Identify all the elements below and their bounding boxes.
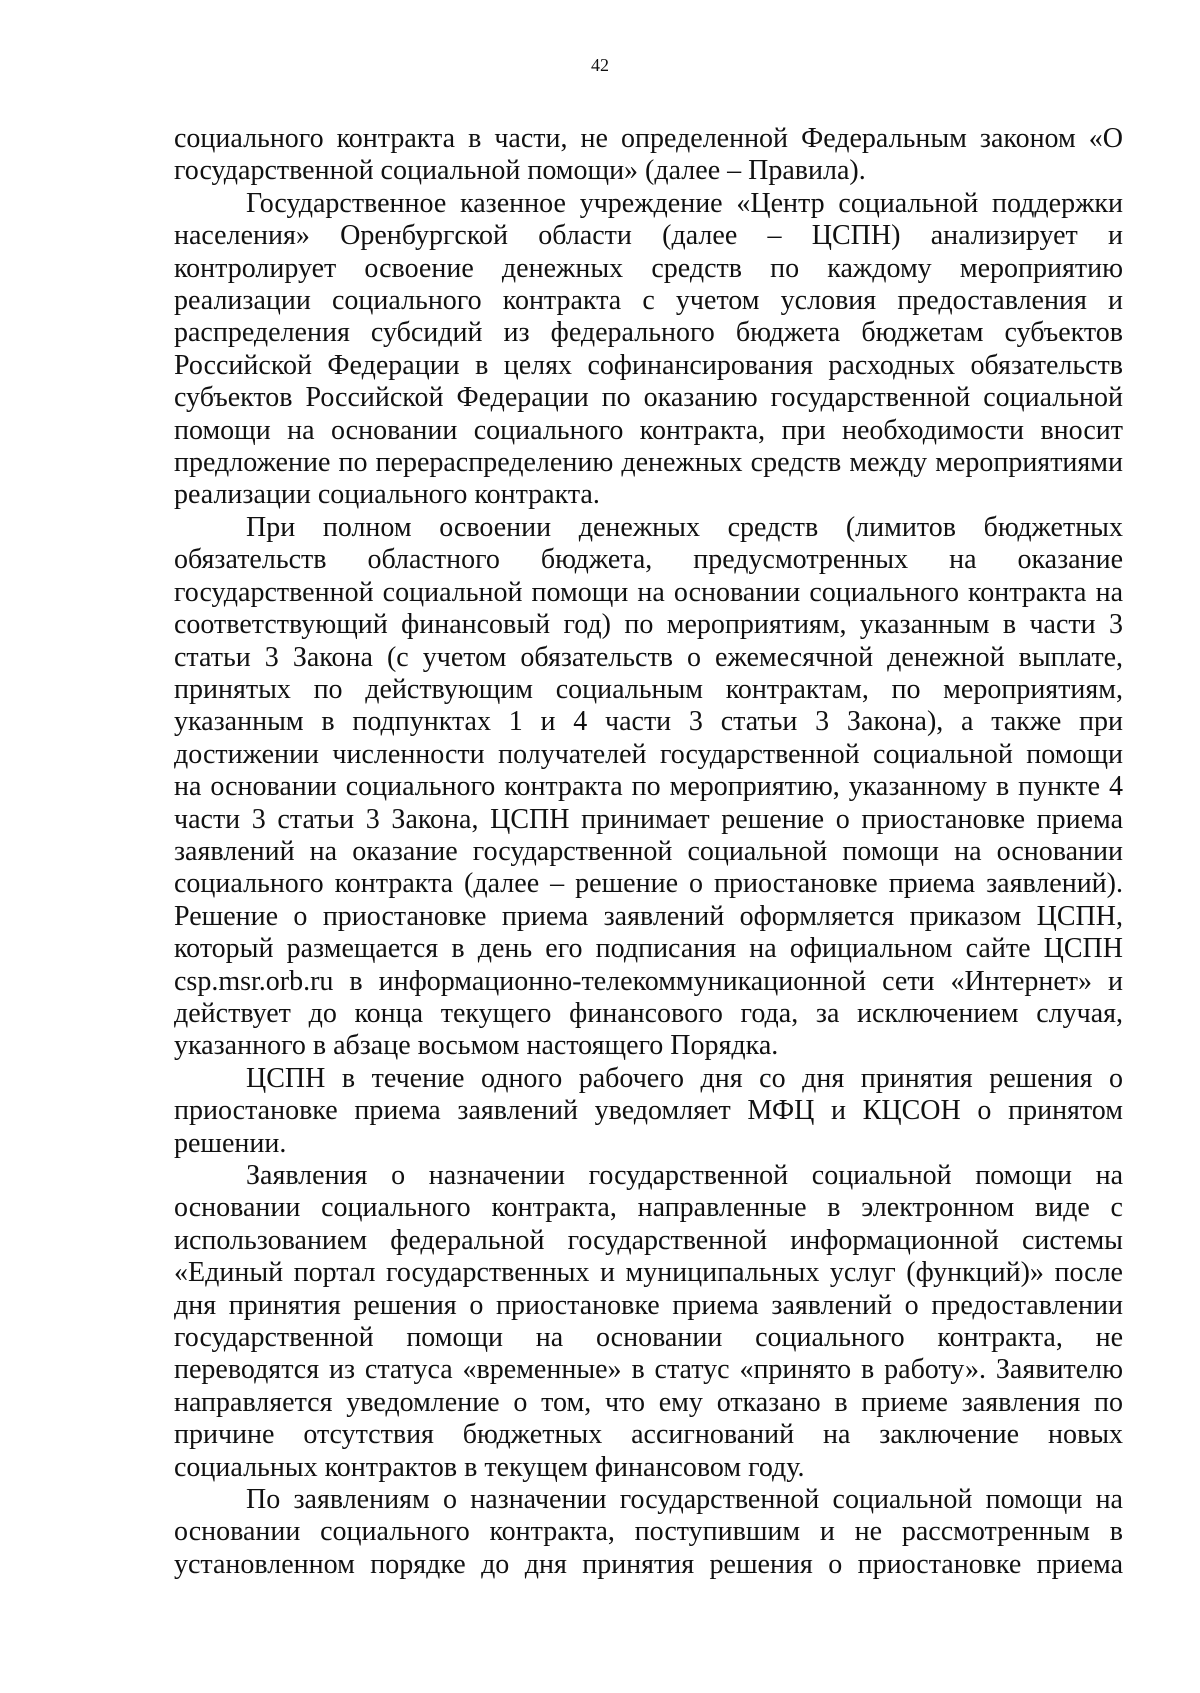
text-line: достижении численности получателей государственной социальной помощи xyxy=(174,738,1123,770)
paragraph xyxy=(174,512,1123,1063)
text-line: который размещается в день его подписания на официальном сайте ЦСПН xyxy=(174,933,1123,965)
paragraph xyxy=(174,1160,1123,1484)
page-number: 42 xyxy=(591,55,609,75)
paragraph xyxy=(174,1063,1123,1160)
text-line: действует до конца текущего финансового года, за исключением случая, xyxy=(174,997,1123,1029)
text-line: принятых по действующим социальным контрактам, по мероприятиям, xyxy=(174,673,1123,705)
text-line: реализации социального контракта. xyxy=(174,479,600,511)
text-line: соответствующий финансовый год) по мероприятиям, указанным в части 3 xyxy=(174,609,1123,641)
text-line: распределения субсидий из федерального бюджета бюджетам субъектов xyxy=(174,317,1123,349)
paragraph xyxy=(174,1484,1123,1581)
text-line: помощи на основании социального контракта, при необходимости вносит xyxy=(174,414,1123,446)
text-line: субъектов Российской Федерации по оказанию государственной социальной xyxy=(174,382,1123,414)
text-line: статьи 3 Закона (с учетом обязательств о ежемесячной денежной выплате, xyxy=(174,641,1123,673)
text-line: Государственное казенное учреждение «Центр социальной поддержки xyxy=(246,187,1123,219)
text-line: приостановке приема заявлений уведомляет МФЦ и КЦСОН о принятом xyxy=(174,1095,1123,1127)
text-line: При полном освоении денежных средств (лимитов бюджетных xyxy=(246,511,1123,543)
text-line: социального контракта в части, не определенной Федеральным законом «О xyxy=(174,123,1123,154)
text-line: «Единый портал государственных и муниципальных услуг (функций)» после xyxy=(174,1257,1123,1289)
text-line: населения» Оренбургской области (далее – ЦСПН) анализирует и xyxy=(174,220,1123,252)
text-line: на основании социального контракта по мероприятию, указанному в пункте 4 xyxy=(174,771,1123,803)
text-line: указанным в подпунктах 1 и 4 части 3 статьи 3 Закона), а также при xyxy=(174,706,1123,738)
text-line: контролирует освоение денежных средств по каждому мероприятию xyxy=(174,252,1123,284)
text-line: предложение по перераспределению денежных средств между мероприятиями xyxy=(174,447,1123,479)
text-line: основании социального контракта, поступившим и не рассмотренным в xyxy=(174,1516,1123,1548)
text-line: дня принятия решения о приостановке приема заявлений о предоставлении xyxy=(174,1289,1123,1321)
text-line: решении. xyxy=(174,1127,287,1159)
text-line: Российской Федерации в целях софинансирования расходных обязательств xyxy=(174,349,1123,381)
paragraph xyxy=(174,123,1123,188)
text-line: Заявления о назначении государственной социальной помощи на xyxy=(246,1160,1123,1191)
text-line: По заявлениям о назначении государственной социальной помощи на xyxy=(246,1484,1123,1516)
text-line: заявлений на оказание государственной социальной помощи на основании xyxy=(174,835,1123,867)
text-line: указанного в абзаце восьмом настоящего Порядка. xyxy=(174,1030,779,1062)
text-line: Решение о приостановке приема заявлений оформляется приказом ЦСПН, xyxy=(174,900,1123,932)
text-line: государственной помощи на основании социального контракта, не xyxy=(174,1322,1123,1354)
text-line: государственной социальной помощи на основании социального контракта на xyxy=(174,576,1123,608)
text-line: государственной социальной помощи» (далее – Правила). xyxy=(174,155,866,187)
document-body xyxy=(174,123,1123,1581)
text-line: установленном порядке до дня принятия решения о приостановке приема xyxy=(174,1548,1123,1580)
text-line: переводятся из статуса «временные» в статус «принято в работу». Заявителю xyxy=(174,1354,1123,1386)
text-line: социальных контрактов в текущем финансовом году. xyxy=(174,1451,805,1483)
text-line: обязательств областного бюджета, предусмотренных на оказание xyxy=(174,544,1123,576)
text-line: социального контракта (далее – решение о приостановке приема заявлений). xyxy=(174,868,1123,900)
text-line: основании социального контракта, направленные в электронном виде с xyxy=(174,1192,1123,1224)
text-line: причине отсутствия бюджетных ассигнований на заключение новых xyxy=(174,1419,1123,1451)
text-line: ЦСПН в течение одного рабочего дня со дня принятия решения о xyxy=(246,1062,1123,1094)
text-line: использованием федеральной государственной информационной системы xyxy=(174,1224,1123,1256)
text-line: csp.msr.orb.ru в информационно-телекоммуникационной сети «Интернет» и xyxy=(174,965,1123,997)
text-line: направляется уведомление о том, что ему отказано в приеме заявления по xyxy=(174,1386,1123,1418)
text-line: части 3 статьи 3 Закона, ЦСПН принимает решение о приостановке приема xyxy=(174,803,1123,835)
text-line: реализации социального контракта с учетом условия предоставления и xyxy=(174,285,1123,317)
paragraph xyxy=(174,188,1123,512)
